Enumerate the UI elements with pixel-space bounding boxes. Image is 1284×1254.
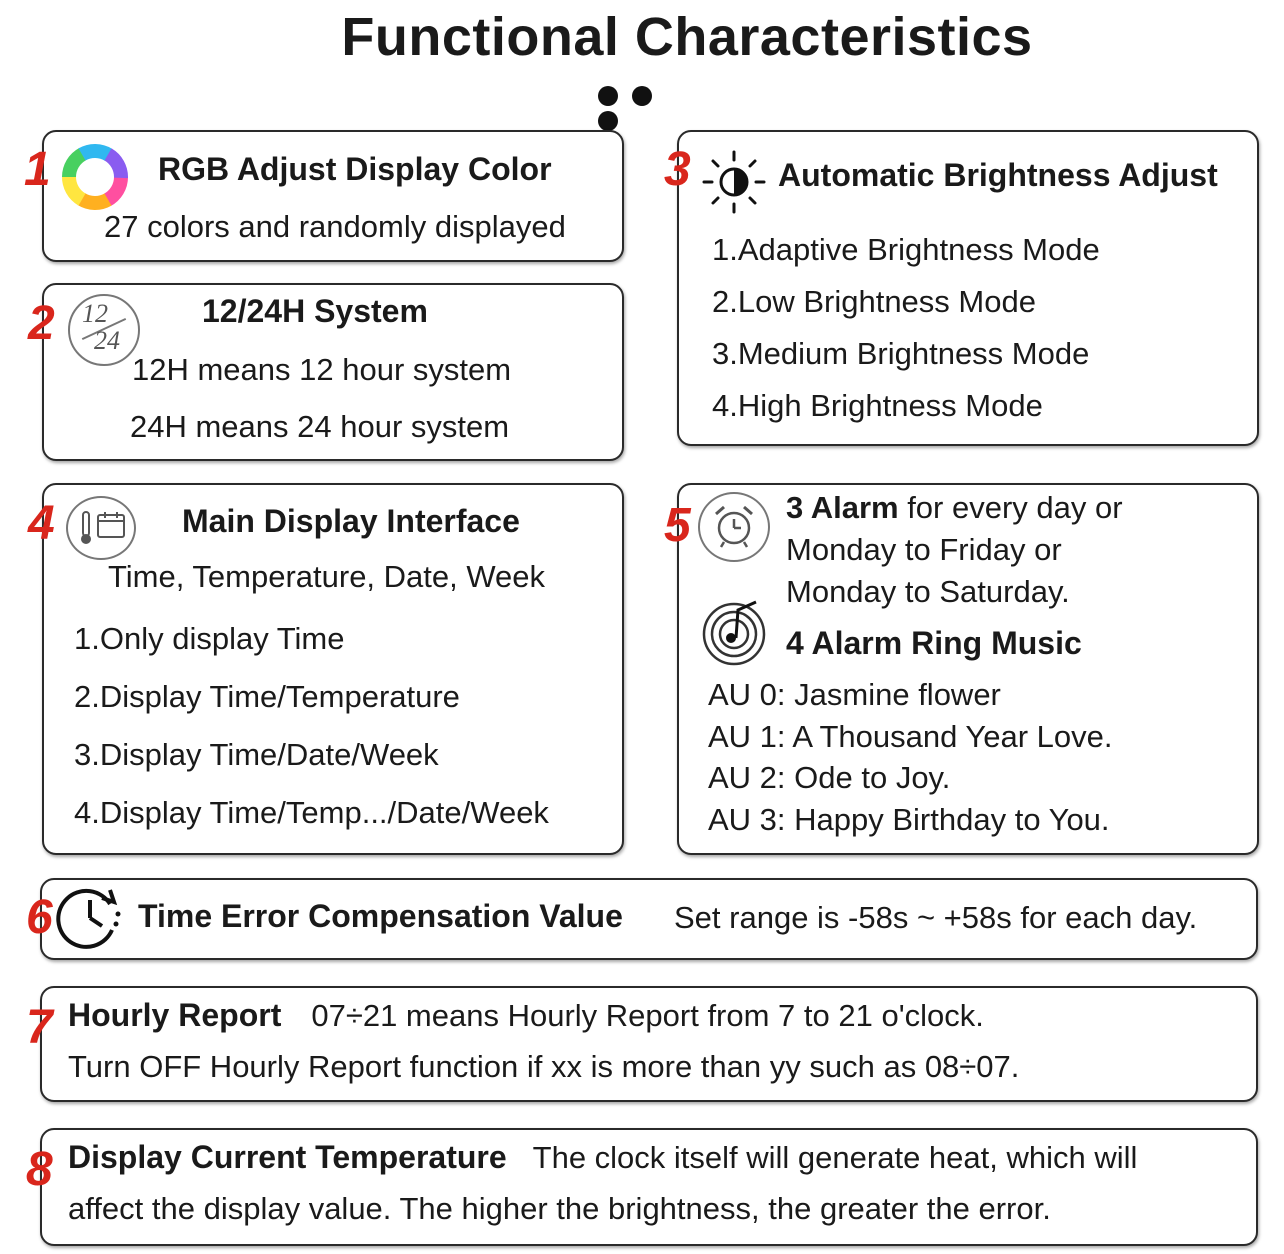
alarm-song-2: AU 2: Ode to Joy. xyxy=(708,760,951,795)
calendar-icon xyxy=(96,510,126,540)
temperature-line-2: affect the display value. The higher the brightness, the greater the error. xyxy=(68,1191,1051,1226)
page-title: Functional Characteristics xyxy=(341,7,1033,67)
brightness-mode-1: 1.Adaptive Brightness Mode xyxy=(712,232,1100,267)
feature-title-temperature: Display Current Temperature xyxy=(68,1139,507,1175)
icon-24-label: 24 xyxy=(94,326,120,355)
feature-title-12-24h: 12/24H System xyxy=(202,293,428,329)
alarm-line-2: Monday to Friday or xyxy=(786,532,1062,567)
alarm-clock-icon xyxy=(698,492,770,562)
clock-12-24-icon xyxy=(68,294,140,366)
hourly-report-line-2: Turn OFF Hourly Report function if xx is more than yy such as 08÷07. xyxy=(68,1049,1020,1084)
feature-title-brightness: Automatic Brightness Adjust xyxy=(778,157,1218,193)
alarm-song-1: AU 1: A Thousand Year Love. xyxy=(708,719,1113,754)
feature-number-7: 7 xyxy=(26,1001,53,1054)
display-mode-2: 2.Display Time/Temperature xyxy=(74,679,460,714)
feature-line-24h: 24H means 24 hour system xyxy=(130,409,510,444)
temperature-line-1 xyxy=(68,1140,1137,1175)
clock-arrow-icon xyxy=(56,884,126,952)
display-mode-1: 1.Only display Time xyxy=(74,621,345,656)
alarm-song-3: AU 3: Happy Birthday to You. xyxy=(708,802,1110,837)
feature-number-5: 5 xyxy=(664,499,691,552)
feature-number-1: 1 xyxy=(24,143,51,196)
hourly-report-line-1 xyxy=(68,998,984,1033)
music-disc-icon xyxy=(700,598,772,668)
feature-title-main-display: Main Display Interface xyxy=(182,503,520,539)
alarm-song-0: AU 0: Jasmine flower xyxy=(708,677,1001,712)
feature-desc-time-error: Set range is -58s ~ +58s for each day. xyxy=(674,900,1198,935)
feature-subtitle-main-display: Time, Temperature, Date, Week xyxy=(108,559,546,594)
thermometer-calendar-icon xyxy=(66,496,136,560)
brightness-mode-2: 2.Low Brightness Mode xyxy=(712,284,1036,319)
alarm-line-1 xyxy=(786,491,1123,525)
title-dots xyxy=(598,86,698,108)
feature-title-hourly-report: Hourly Report xyxy=(68,997,282,1033)
alarm-line-3: Monday to Saturday. xyxy=(786,574,1070,609)
brightness-mode-4: 4.High Brightness Mode xyxy=(712,388,1043,423)
feature-number-8: 8 xyxy=(26,1143,53,1196)
feature-desc-hourly-report: 07÷21 means Hourly Report from 7 to 21 o'clock. xyxy=(311,998,984,1033)
rgb-color-icon xyxy=(58,140,132,214)
feature-number-2: 2 xyxy=(28,297,55,350)
feature-desc-temperature: The clock itself will generate heat, which will xyxy=(532,1140,1138,1175)
feature-number-4: 4 xyxy=(28,497,55,550)
feature-number-6: 6 xyxy=(26,891,53,944)
alarm-count: 3 Alarm xyxy=(786,490,899,525)
brightness-mode-3: 3.Medium Brightness Mode xyxy=(712,336,1090,371)
display-mode-3: 3.Display Time/Date/Week xyxy=(74,737,439,772)
brightness-sun-icon xyxy=(702,150,766,214)
feature-number-3: 3 xyxy=(664,143,691,196)
alarm-line-1-rest: for every day or xyxy=(898,490,1123,525)
feature-line-12h: 12H means 12 hour system xyxy=(132,352,512,387)
feature-title-rgb: RGB Adjust Display Color xyxy=(158,151,552,187)
alarm-music-title: 4 Alarm Ring Music xyxy=(786,625,1082,661)
feature-title-time-error: Time Error Compensation Value xyxy=(138,898,623,934)
feature-desc-rgb: 27 colors and randomly displayed xyxy=(104,209,566,244)
display-mode-4: 4.Display Time/Temp.../Date/Week xyxy=(74,795,549,830)
icon-12-label: 12 xyxy=(82,299,108,328)
thermometer-icon xyxy=(78,510,94,546)
